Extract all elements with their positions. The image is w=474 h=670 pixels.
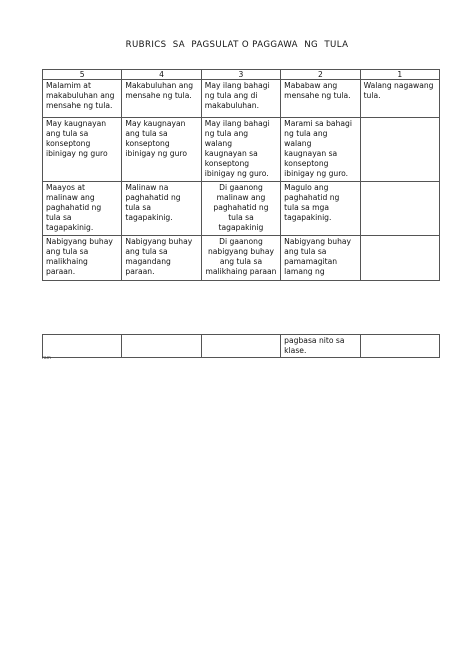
table-cell bbox=[360, 118, 439, 182]
table-cell: May kaugnayan ang tula sa konseptong ibinigay ng guro bbox=[43, 118, 122, 182]
header-row bbox=[43, 70, 440, 80]
score-header-5: 5 bbox=[43, 70, 122, 80]
table-cell: Maayos at malinaw ang paghahatid ng tula sa tagapakinig. bbox=[43, 181, 122, 235]
footer-text: ram bbox=[42, 356, 51, 361]
table-row bbox=[43, 181, 440, 235]
table-cell: Magulo ang paghahatid ng tula sa mga tagapakinig. bbox=[281, 181, 360, 235]
table-row bbox=[43, 80, 440, 118]
table-cell: Nabigyang buhay ang tula sa pamamagitan lamang ng bbox=[281, 235, 360, 280]
table-cell: pagbasa nito sa klase. bbox=[281, 335, 360, 358]
table-cell bbox=[43, 335, 122, 358]
table-row bbox=[43, 118, 440, 182]
table-cell: May ilang bahagi ng tula ang di makabuluhan. bbox=[201, 80, 280, 118]
table-cell bbox=[360, 335, 439, 358]
table-cell: Di gaanong malinaw ang paghahatid ng tula sa tagapakinig bbox=[201, 181, 280, 235]
table-cell: May kaugnayan ang tula sa konseptong ibinigay ng guro bbox=[122, 118, 201, 182]
table-cell bbox=[360, 235, 439, 280]
continuation-table bbox=[42, 334, 440, 358]
table-cell: Malinaw na paghahatid ng tula sa tagapakinig. bbox=[122, 181, 201, 235]
table-cell: Di gaanong nabigyang buhay ang tula sa malikhaing paraan bbox=[201, 235, 280, 280]
table-cell: Makabuluhan ang mensahe ng tula. bbox=[122, 80, 201, 118]
table-cell: Malamim at makabuluhan ang mensahe ng tula. bbox=[43, 80, 122, 118]
table-cell: Marami sa bahagi ng tula ang walang kaugnayan sa konseptong ibinigay ng guro. bbox=[281, 118, 360, 182]
table-row bbox=[43, 235, 440, 280]
score-header-1: 1 bbox=[360, 70, 439, 80]
table-cell: Walang nagawang tula. bbox=[360, 80, 439, 118]
score-header-4: 4 bbox=[122, 70, 201, 80]
table-cell bbox=[360, 181, 439, 235]
score-header-2: 2 bbox=[281, 70, 360, 80]
table-row bbox=[43, 335, 440, 358]
document-title: RUBRICS SA PAGSULAT O PAGGAWA NG TULA bbox=[125, 40, 349, 50]
table-cell: Nabigyang buhay ang tula sa malikhaing paraan. bbox=[43, 235, 122, 280]
table-cell bbox=[201, 335, 280, 358]
table-cell: Nabigyang buhay ang tula sa magandang paraan. bbox=[122, 235, 201, 280]
score-header-3: 3 bbox=[201, 70, 280, 80]
table-cell: Mababaw ang mensahe ng tula. bbox=[281, 80, 360, 118]
table-cell bbox=[122, 335, 201, 358]
table-cell: May ilang bahagi ng tula ang walang kaugnayan sa konseptong ibinigay ng guro. bbox=[201, 118, 280, 182]
rubric-table bbox=[42, 69, 440, 281]
